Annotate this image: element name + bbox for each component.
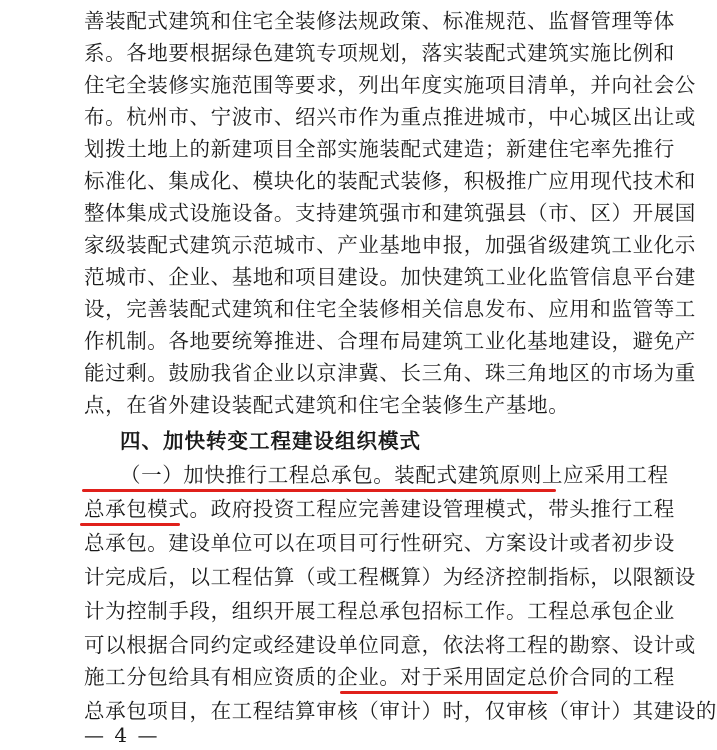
paragraph-line: 总承包项目，在工程结算审核（审计）时，仅审核（审计）其建设的 xyxy=(84,699,717,723)
paragraph-line: 施工分包给具有相应资质的企业。对于采用固定总价合同的工程 xyxy=(84,665,675,689)
paragraph-line: 整体集成式设施设备。支持建筑强市和建筑强县（市、区）开展国 xyxy=(84,201,696,225)
paragraph-line: 范城市、企业、基地和项目建设。加快建筑工业化监管信息平台建 xyxy=(84,265,696,289)
paragraph-line: 点，在省外建设装配式建筑和住宅全装修生产基地。 xyxy=(84,393,570,417)
page-number: — 4 — xyxy=(84,723,160,747)
paragraph-line: 计完成后，以工程估算（或工程概算）为经济控制指标，以限额设 xyxy=(84,565,696,589)
paragraph-line: 可以根据合同约定或经建设单位同意，依法将工程的勘察、设计或 xyxy=(84,633,696,657)
paragraph-line: 总承包模式。政府投资工程应完善建设管理模式，带头推行工程 xyxy=(84,497,675,521)
paragraph-line: 能过剩。鼓励我省企业以京津冀、长三角、珠三角地区的市场为重 xyxy=(84,361,696,385)
paragraph-line: 住宅全装修实施范围等要求，列出年度实施项目清单，并向社会公 xyxy=(84,73,696,97)
paragraph-line: 总承包。建设单位可以在项目可行性研究、方案设计或者初步设 xyxy=(84,531,675,555)
paragraph-line: 系。各地要根据绿色建筑专项规划，落实装配式建筑实施比例和 xyxy=(84,41,675,65)
highlight-underline xyxy=(82,489,556,492)
paragraph-line: 家级装配式建筑示范城市、产业基地申报，加强省级建筑工业化示 xyxy=(84,233,696,257)
paragraph-line: （一）加快推行工程总承包。装配式建筑原则上应采用工程 xyxy=(120,463,669,487)
paragraph-line: 计为控制手段，组织开展工程总承包招标工作。工程总承包企业 xyxy=(84,599,675,623)
paragraph-line: 标准化、集成化、模块化的装配式装修，积极推广应用现代技术和 xyxy=(84,169,696,193)
highlight-underline xyxy=(340,691,558,694)
paragraph-line: 善装配式建筑和住宅全装修法规政策、标准规范、监督管理等体 xyxy=(84,9,675,33)
paragraph-line: 设，完善装配式建筑和住宅全装修相关信息发布、应用和监管等工 xyxy=(84,297,696,321)
section-heading: 四、加快转变工程建设组织模式 xyxy=(120,429,421,453)
paragraph-line: 划拨土地上的新建项目全部实施装配式建造；新建住宅率先推行 xyxy=(84,137,675,161)
paragraph-line: 布。杭州市、宁波市、绍兴市作为重点推进城市，中心城区出让或 xyxy=(84,105,696,129)
highlight-underline xyxy=(80,523,180,526)
paragraph-line: 作机制。各地要统筹推进、合理布局建筑工业化基地建设，避免产 xyxy=(84,329,696,353)
